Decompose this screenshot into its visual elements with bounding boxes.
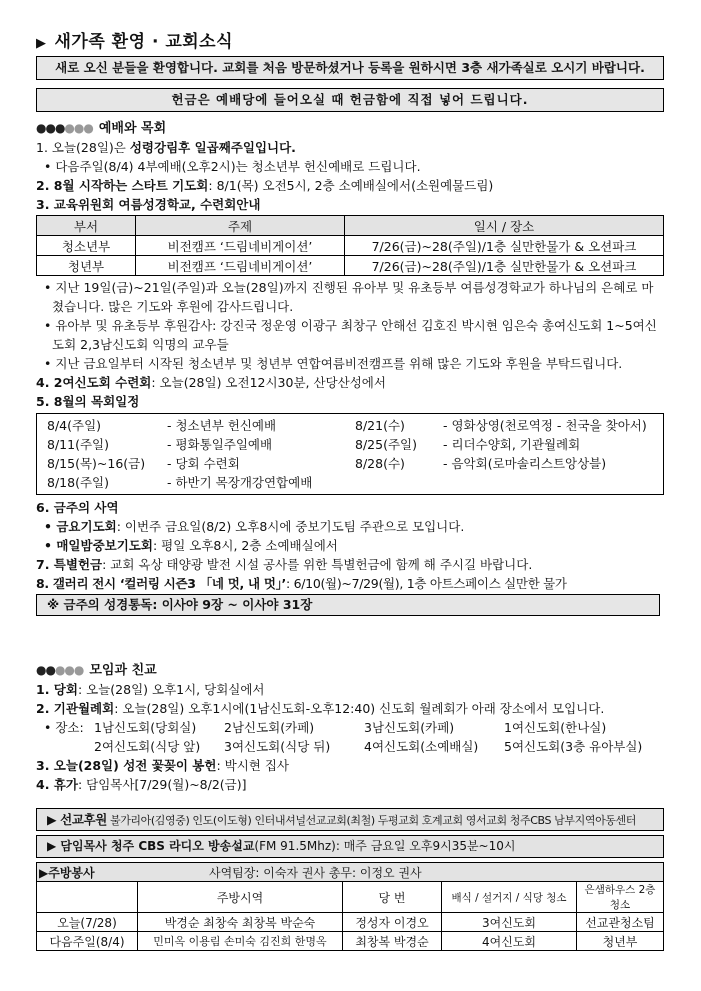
bible-reading-box: ※ 금주의 성경통독: 이사야 9장 ~ 이사야 31장 [36, 594, 660, 616]
fellowship-item-4: 4. 휴가: 담임목사[7/29(월)~8/2(금)] [36, 777, 247, 792]
worship-item-1-sub: • 다음주일(8/4) 4부예배(오후2시)는 청소년부 헌신예배로 드립니다. [44, 159, 421, 174]
kitchen-title-row: ▶주방봉사 사역팀장: 이숙자 권사 총무: 이정오 권사 [37, 863, 664, 882]
table-header-row: 부서 주제 일시 / 장소 [37, 216, 664, 236]
places-row: • 장소: 1남신도회(당회실) 2남신도회(카페) 3남신도회(카페) 1여신도회(한나실) [44, 720, 607, 735]
note-1: • 지난 19일(금)~21일(주일)과 오늘(28일)까지 진행된 유아부 및 유초등부 여름성경학교가 하나님의 은혜로 마쳤습니다. 많은 기도와 후원에 감사드립니다. [44, 280, 654, 314]
dots-icon: ●●●●●● [36, 121, 93, 135]
worship-item-5: 5. 8월의 목회일정 [36, 394, 140, 409]
mission-bar: ▶ 선교후원 불가리아(김영중) 인도(이도형) 인터내셔널선교교회(최철) 두평교회 호계교회 영서교회 청주CBS 남부지역아동센터 [36, 808, 664, 831]
triangle-icon: ▶ [36, 36, 47, 51]
schedule-box [36, 413, 664, 495]
kitchen-table [36, 862, 664, 951]
schedule-row: 8/18(주일) - 하반기 목장개강연합예배 [47, 475, 313, 490]
welcome-banner: 새로 오신 분들을 환영합니다. 교회를 처음 방문하셨거나 등록을 원하시면 3층 새가족실로 오시기 바랍니다. [36, 56, 664, 80]
schedule-row: 8/4(주일) - 청소년부 헌신예배 8/21(수) - 영화상영(천로역정 - 천국을 찾아서) [47, 418, 647, 433]
worship-item-1: 1. 오늘(28일)은 성령강림후 일곱째주일입니다. [36, 140, 296, 155]
bulletin-page [36, 30, 664, 951]
worship-item-3: 3. 교육위원회 여름성경학교, 수련회안내 [36, 197, 261, 212]
camp-table [36, 215, 664, 276]
table-row: 청소년부 비전캠프 ‘드림네비게이션’ 7/26(금)~28(주일)/1층 실만한물가 & 오션파크 [37, 236, 664, 256]
nightly-prayer: • 매일밤중보기도회: 평일 오후8시, 2층 소예배실에서 [44, 538, 338, 553]
worship-item-7: 7. 특별헌금: 교회 옥상 태양광 발전 시설 공사를 위한 특별헌금에 함께 해 주시길 바랍니다. [36, 557, 533, 572]
fellowship-item-3: 3. 오늘(28일) 성전 꽃꽂이 봉헌: 박시현 집사 [36, 758, 289, 773]
schedule-row: 8/11(주일) - 평화통일주일예배 8/25(주일) - 리더수양회, 기관월례회 [47, 437, 581, 452]
worship-item-6: 6. 금주의 사역 [36, 500, 119, 515]
worship-item-8: 8. 갤러리 전시 ‘컬러링 시즌3 「네 멋, 내 멋」’: 6/10(월)~7/29(월), 1층 아트스페이스 실만한 물가 [36, 576, 567, 591]
worship-heading: ●●●●●● 예배와 목회 [36, 121, 167, 136]
fellowship-item-1: 1. 당회: 오늘(28일) 오후1시, 당회실에서 [36, 682, 265, 697]
friday-prayer: • 금요기도회: 이번주 금요일(8/2) 오후8시에 중보기도팀 주관으로 모입니다. [44, 519, 465, 534]
radio-bar: ▶ 담임목사 청주 CBS 라디오 방송설교(FM 91.5Mhz): 매주 금요일 오후9시35분~10시 [36, 835, 664, 858]
title-text: 새가족 환영 · 교회소식 [54, 32, 234, 52]
schedule-row: 8/15(목)~16(금) - 당회 수련회 8/28(수) - 음악회(로마솔리스트앙상블) [47, 456, 607, 471]
kitchen-header-row: 주방시역 당 번 배식 / 설거지 / 식당 청소 은샘하우스 2층 청소 [37, 882, 664, 913]
note-3: • 지난 금요일부터 시작된 청소년부 및 청년부 연합여름비전캠프를 위해 많은 기도와 후원을 부탁드립니다. [44, 356, 623, 371]
fellowship-item-2: 2. 기관월례회: 오늘(28일) 오후1시에(1남신도회-오후12:40) 신도회 월례회가 아래 장소에서 모입니다. [36, 701, 605, 716]
offering-banner: 헌금은 예배당에 들어오실 때 헌금함에 직접 넣어 드립니다. [36, 88, 664, 112]
page-title [36, 30, 664, 54]
note-2: • 유아부 및 유초등부 후원감사: 강진국 정운영 이광구 최창구 안해선 김호진 박시현 임은숙 총여신도회 1~5여신도회 2,3남신도회 익명의 교우들 [44, 318, 657, 352]
table-row: 다음주일(8/4) 민미옥 이용림 손미숙 김진희 한명옥 최창복 박경순 4여신도회 청년부 [37, 932, 664, 951]
dots-icon: ●●●●● [36, 663, 84, 677]
places-row: 2여신도회(식당 앞) 3여신도회(식당 뒤) 4여신도회(소예배실) 5여신도회(3층 유아부실) [94, 739, 643, 754]
table-row: 오늘(7/28) 박경순 최창숙 최창복 박순숙 정성자 이경오 3여신도회 선교관청소팀 [37, 913, 664, 932]
fellowship-heading: ●●●●● 모임과 친교 [36, 663, 157, 678]
worship-item-2: 2. 8월 시작하는 스타트 기도회: 8/1(목) 오전5시, 2층 소예배실에서(소원예물드림) [36, 178, 494, 193]
worship-item-4: 4. 2여신도회 수련회: 오늘(28일) 오전12시30분, 산당산성에서 [36, 375, 386, 390]
table-row: 청년부 비전캠프 ‘드림네비게이션’ 7/26(금)~28(주일)/1층 실만한물가 & 오션파크 [37, 256, 664, 276]
